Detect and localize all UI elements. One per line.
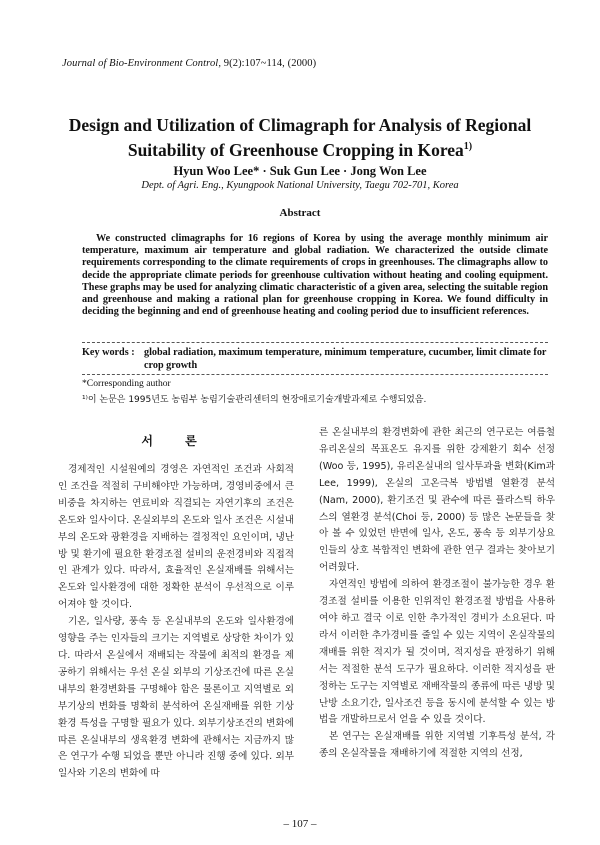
body-paragraph: 본 연구는 온실재배를 위한 지역별 기후특성 분석, 각종의 온실작물을 재배하기에 적절한 지역의 선정, bbox=[319, 731, 555, 760]
body-paragraph: 자연적인 방법에 의하여 환경조절이 불가능한 경우 환경조절 설비를 이용한 인위적인 환경조절 방법을 사용하여야 하고 결국 이로 인한 추가적인 경비가 소요된다. 따라서 이러한 추가경비를 줄일 수 있는 지역이 온실작물의 재배를 위한 적지가 될 것이며, 적지성을 판정하기 위해서는 적절한 분석 도구가 필요하다. 이러한 적지성을 판정하는 도구는 지역별로 재배작물의 종류에 따른 냉방 및 난방 소요기간, 일사조건 등을 동시에 분석할 수 있는 방법을 개발하므로서 얻을 수 있을 것이다. bbox=[319, 579, 555, 726]
keywords-top-rule bbox=[82, 342, 548, 343]
keywords-block bbox=[82, 347, 548, 372]
journal-name: Journal of Bio-Environment Control, bbox=[62, 58, 222, 69]
left-column bbox=[58, 462, 294, 783]
journal-header bbox=[62, 58, 316, 69]
abstract-body: We constructed climagraphs for 16 regions of Korea by using the average monthly minimum air temperature, maximum air temperature and global radiation. We characterized the outside climate requirements corresponding to the climate requirements of crops in greenhouses. The climagraphs allow to decide the appropriate climate periods for greenhouse cultivation without heating and cooling equipment. These graphs may be used for analyzing climatic characteristic of a given area, selecting the suitable region and greenhouse and making a rational plan for greenhouse cropping in Korea. We found difficulty in deciding the beginning and end of greenhouse heating and cooling period due to insufficient references. bbox=[82, 233, 548, 318]
paper-title bbox=[60, 114, 540, 161]
body-paragraph: 기온, 일사량, 풍속 등 온실내부의 온도와 일사환경에 영향을 주는 인자들의 크기는 지역별로 상당한 차이가 있다. 따라서 온실에서 재배되는 작물에 최적의 환경을 제공하기 위해서는 우선 온실 외부의 기상조건에 따른 온실내부의 환경변화를 구명해야 함은 물론이고 지역별로 외부기상의 변화를 명확히 분석하여 온실재배를 위한 기상환경 특성을 구명할 필요가 있다. 외부기상조건의 변화에 따른 온실내부의 생육환경 변화에 관해서는 지금까지 많은 연구가 수행 되었을 뿐만 아니라 진행 중에 있다. 외부일사와 기온의 변화에 따 bbox=[58, 616, 294, 780]
right-column bbox=[319, 425, 555, 763]
keywords-text: global radiation, maximum temperature, minimum temperature, cucumber, limit climate for crop growth bbox=[144, 347, 547, 371]
keywords-label: Key words : bbox=[82, 347, 135, 358]
page-number: – 107 – bbox=[283, 818, 317, 830]
abstract-heading: Abstract bbox=[279, 207, 321, 219]
section-heading-introduction: 서 론 bbox=[141, 434, 211, 448]
body-paragraph: 경제적인 시설원예의 경영은 자연적인 조건과 사회적인 조건을 적절히 구비해야만 가능하며, 경영비중에서 큰 비중을 차지하는 연료비와 직결되는 자연기후의 조건은 온도와 일사이다. 온실외부의 온도와 일사 조건은 시설내부의 온도와 광환경을 지배하는 결정적인 요인이며, 냉난방 및 환기에 필요한 환경조절 설비의 운전경비와 직접적인 관계가 있다. 따라서, 효율적인 온실재배를 위해서는 온도와 일사환경에 대한 정확한 분석이 우선적으로 이루어져야 할 것이다. bbox=[58, 464, 294, 611]
body-paragraph: 른 온실내부의 환경변화에 관한 최근의 연구로는 여름철 유리온실의 목표온도 유지를 위한 강제환기 회수 선정(Woo 등, 1995), 유리온실내의 일사투과율 변화(Kim과 Lee, 1999), 온실의 고온극복 방법별 열환경 분석(Nam, 2000), 환기조건 및 관수에 따른 플라스틱 하우스의 열환경 분석(Choi 등, 2000) 등 많은 논문들을 찾아 볼 수 있었던 반면에 일사, 온도, 풍속 등 외부기상요인들의 상호 복합적인 변화에 관한 연구 결과는 찾아보기 어려웠다. bbox=[319, 427, 555, 574]
keywords-bottom-rule bbox=[82, 374, 548, 375]
title-line-1: Design and Utilization of Climagraph for Analysis of Regional bbox=[68, 115, 532, 135]
title-line-2: Suitability of Greenhouse Cropping in Korea bbox=[127, 139, 464, 160]
author-affiliation: Dept. of Agri. Eng., Kyungpook National University, Taegu 702-701, Korea bbox=[141, 180, 459, 191]
journal-citation: 9(2):107~114, (2000) bbox=[221, 58, 317, 69]
title-footnote-marker: 1) bbox=[463, 141, 473, 152]
footnote-funding: ¹⁾이 논문은 1995년도 농림부 농림기술관리센터의 현장애로기술개발과제로 수행되었음. bbox=[82, 395, 427, 405]
author-list: Hyun Woo Lee* · Suk Gun Lee · Jong Won Lee bbox=[173, 164, 427, 178]
footnote-corresponding-author: *Corresponding author bbox=[82, 378, 171, 389]
